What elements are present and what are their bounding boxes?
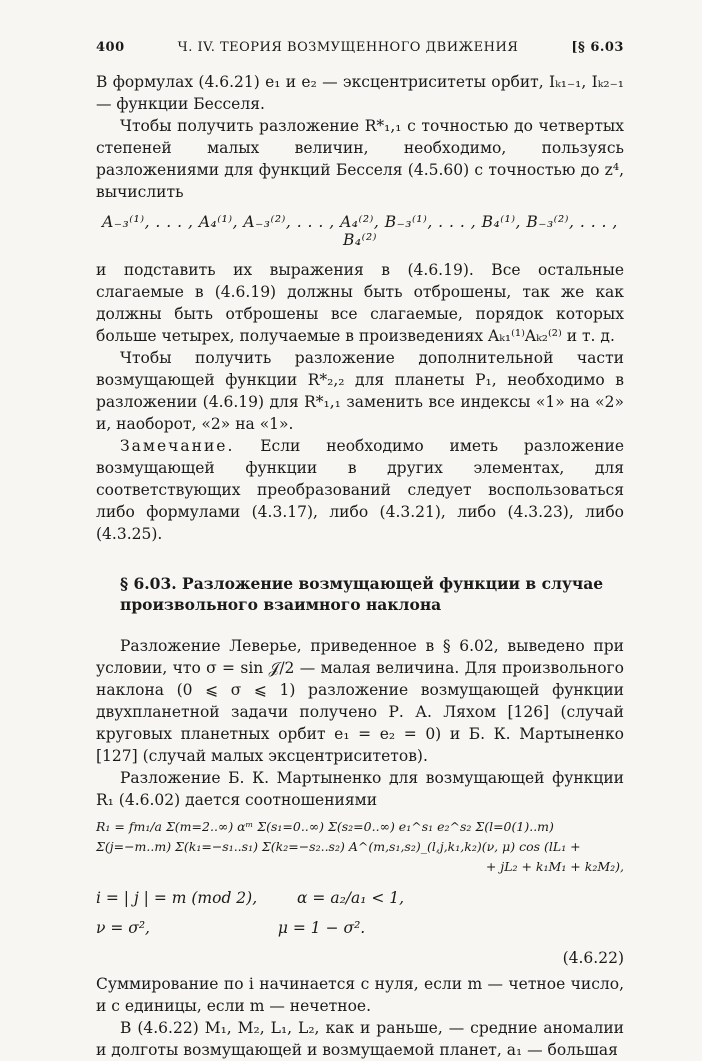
running-title: Ч. IV. ТЕОРИЯ ВОЗМУЩЕННОГО ДВИЖЕНИЯ — [177, 40, 519, 55]
condition-alpha: α = a₂/a₁ < 1, — [297, 889, 405, 907]
page-header — [96, 40, 624, 55]
section-heading: § 6.03. Разложение возмущающей функции в случае произвольного взаимного наклона — [120, 574, 604, 614]
section-reference: [§ 6.03 — [571, 40, 624, 55]
equation-line-2: + jL₂ + k₁M₁ + k₂M₂), — [485, 859, 624, 874]
condition-mu: μ = 1 − σ². — [277, 919, 366, 937]
paragraph-additional-part: Чтобы получить разложение дополнительной части возмущающей функции R*₂,₂ для планеты P₁, необходимо в разложении (4.6.19) для R*₁,₁ заменить все индексы «1» на «2» и, наоборот, «2» на «1». — [96, 349, 624, 433]
paragraph-leverrier: Разложение Леверье, приведенное в § 6.02, выведено при условии, что σ = sin 𝒥/2 — малая величина. Для произвольного наклона (0 ⩽ σ ⩽ 1) разложение возмущающей функции двухпланетной задачи получено Р. А. Ляхом [126] (случай круговых планетных орбит e₁ = e₂ = 0) и Б. К. Мартыненко [127] (случай малых эксцентриситетов). — [96, 637, 624, 765]
equation-conditions-row-1 — [96, 883, 624, 913]
paragraph-mean-anomalies: В (4.6.22) M₁, M₂, L₁, L₂, как и раньше, — средние аномалии и долготы возмущающей и возмущаемой планет, a₁ — большая — [96, 1019, 624, 1059]
paragraph-martynenko: Разложение Б. К. Мартыненко для возмущающей функции R₁ (4.6.02) дается соотношениями — [96, 769, 624, 809]
page-number: 400 — [96, 40, 125, 55]
equation-block — [96, 817, 624, 877]
remark-label: Замечание. — [120, 437, 235, 455]
equation-number: (4.6.22) — [562, 949, 624, 967]
condition-index-parity: i = | j | = m (mod 2), — [96, 889, 258, 907]
paragraph-summation: Суммирование по i начинается с нуля, если m — четное число, и с единицы, если m — нечетное. — [96, 975, 624, 1015]
equation-line-1: R₁ = fm₁/a Σ(m=2..∞) αᵐ Σ(s₁=0..∞) Σ(s₂=0..∞) e₁^s₁ e₂^s₂ Σ(l=0(1)..m) Σ(j=−m..m) Σ(k₁=−s₁..s₁) Σ(k₂=−s₂..s₂) A^(m,s₁,s₂)_(l,j,k₁,k₂)(ν, μ) cos (lL₁ + — [96, 819, 581, 854]
paragraph-bessel-functions: В формулах (4.6.21) e₁ и e₂ — эксцентриситеты орбит, Iₖ₁₋₁, Iₖ₂₋₁ — функции Бесселя. — [96, 73, 624, 113]
remark-text: Если необходимо иметь разложение возмущающей функции в других элементах, для соответствующих преобразований следует воспользоваться либо формулами (4.3.17), либо (4.3.21), либо (4.3.23), либо (4.3.25). — [96, 437, 624, 543]
paragraph-remark — [96, 435, 624, 545]
paragraph-substitution: и подставить их выражения в (4.6.19). Все остальные слагаемые в (4.6.19) должны быть отброшены, так же как должны быть отброшены все слагаемые, порядок которых больше четырех, получаемые в произведениях Aₖ₁⁽¹⁾Aₖ₂⁽²⁾ и т. д. — [96, 261, 624, 345]
equation-conditions-row-2 — [96, 913, 624, 943]
condition-nu: ν = σ², — [96, 919, 150, 937]
paragraph-expansion-accuracy: Чтобы получить разложение R*₁,₁ с точностью до четвертых степеней малых величин, необходимо, пользуясь разложениями для функций Бесселя (4.5.60) с точностью до z⁴, вычислить — [96, 117, 624, 201]
display-coefficient-list: A₋₃⁽¹⁾, . . . , A₄⁽¹⁾, A₋₃⁽²⁾, . . . , A₄⁽²⁾, B₋₃⁽¹⁾, . . . , B₄⁽¹⁾, B₋₃⁽²⁾, . . . , B₄⁽²⁾ — [102, 213, 618, 249]
book-page — [96, 40, 624, 1061]
